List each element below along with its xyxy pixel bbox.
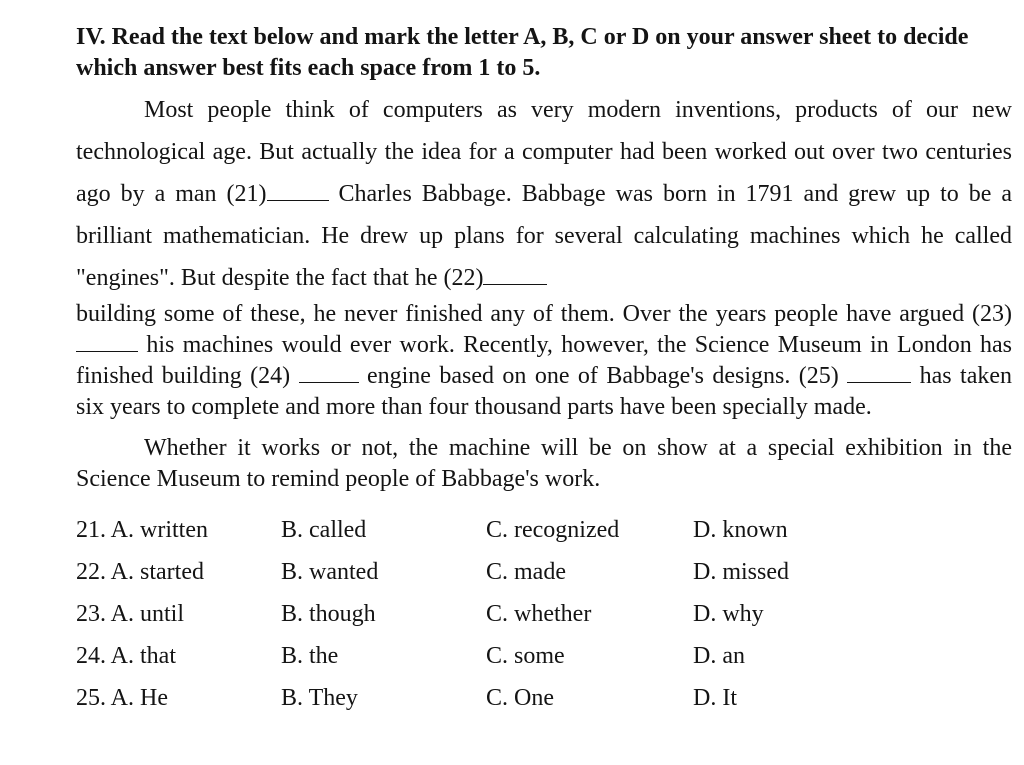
option-a: 25. A. He [76, 685, 168, 711]
passage-text: Most people think of computers as very modern inventions, products of our new technological age. But actually the idea for a computer had been worked out over two centuries ago by a man (21) [76, 97, 1012, 207]
passage-text: Charles Babbage. Babbage was born in 1791 and grew up to be a brilliant mathematician. He drew up plans for several calculating machines which he called "engines". But despite the fact that he (22) [76, 181, 1013, 291]
option-d: D. It [693, 685, 737, 711]
passage-text: Whether it works or not, the machine will be on show at a special exhibition in the Science Museum to remind people of Babbage's work. [76, 435, 1012, 492]
question-row-23 [76, 593, 1012, 635]
question-row-25 [76, 677, 1012, 719]
option-a: 24. A. that [76, 643, 176, 669]
option-a: 22. A. started [76, 559, 204, 585]
option-c: C. made [486, 559, 566, 585]
option-c: C. some [486, 643, 565, 669]
blank-24 [299, 362, 359, 383]
option-b: B. They [281, 685, 358, 711]
passage-paragraph-2 [76, 433, 1012, 495]
option-a: 23. A. until [76, 601, 185, 627]
option-a: 21. A. written [76, 517, 208, 543]
option-b: B. the [281, 643, 339, 669]
passage-paragraph-1-continued [76, 299, 1012, 423]
blank-23 [76, 331, 138, 352]
passage-paragraph-1 [76, 89, 1012, 299]
passage-text: engine based on one of Babbage's designs. (25) [358, 363, 848, 389]
option-d: D. missed [693, 559, 789, 585]
option-d: D. known [693, 517, 788, 543]
passage-text: building some of these, he never finished any of them. Over the years people have argued (23) [76, 301, 1012, 327]
option-b: B. called [281, 517, 367, 543]
option-d: D. an [693, 643, 745, 669]
option-b: B. wanted [281, 559, 379, 585]
question-row-22 [76, 551, 1012, 593]
blank-21 [267, 180, 329, 201]
option-c: C. One [486, 685, 554, 711]
passage-text: his machines would ever work. Recently, however, the Science Museum in London has finished building (24) [76, 332, 1012, 389]
exercise-heading: IV. Read the text below and mark the letter A, B, C or D on your answer sheet to decide which answer best fits each space from 1 to 5. [76, 24, 969, 81]
option-d: D. why [693, 601, 764, 627]
answer-options [76, 509, 1012, 719]
passage-text: has taken six years to complete and more than four thousand parts have been specially made. [76, 363, 1013, 420]
question-row-21 [76, 509, 1012, 551]
option-c: C. recognized [486, 517, 620, 543]
option-b: B. though [281, 601, 376, 627]
blank-25 [847, 362, 911, 383]
exercise-page [76, 22, 1012, 719]
question-row-24 [76, 635, 1012, 677]
blank-22 [483, 264, 547, 285]
option-c: C. whether [486, 601, 592, 627]
